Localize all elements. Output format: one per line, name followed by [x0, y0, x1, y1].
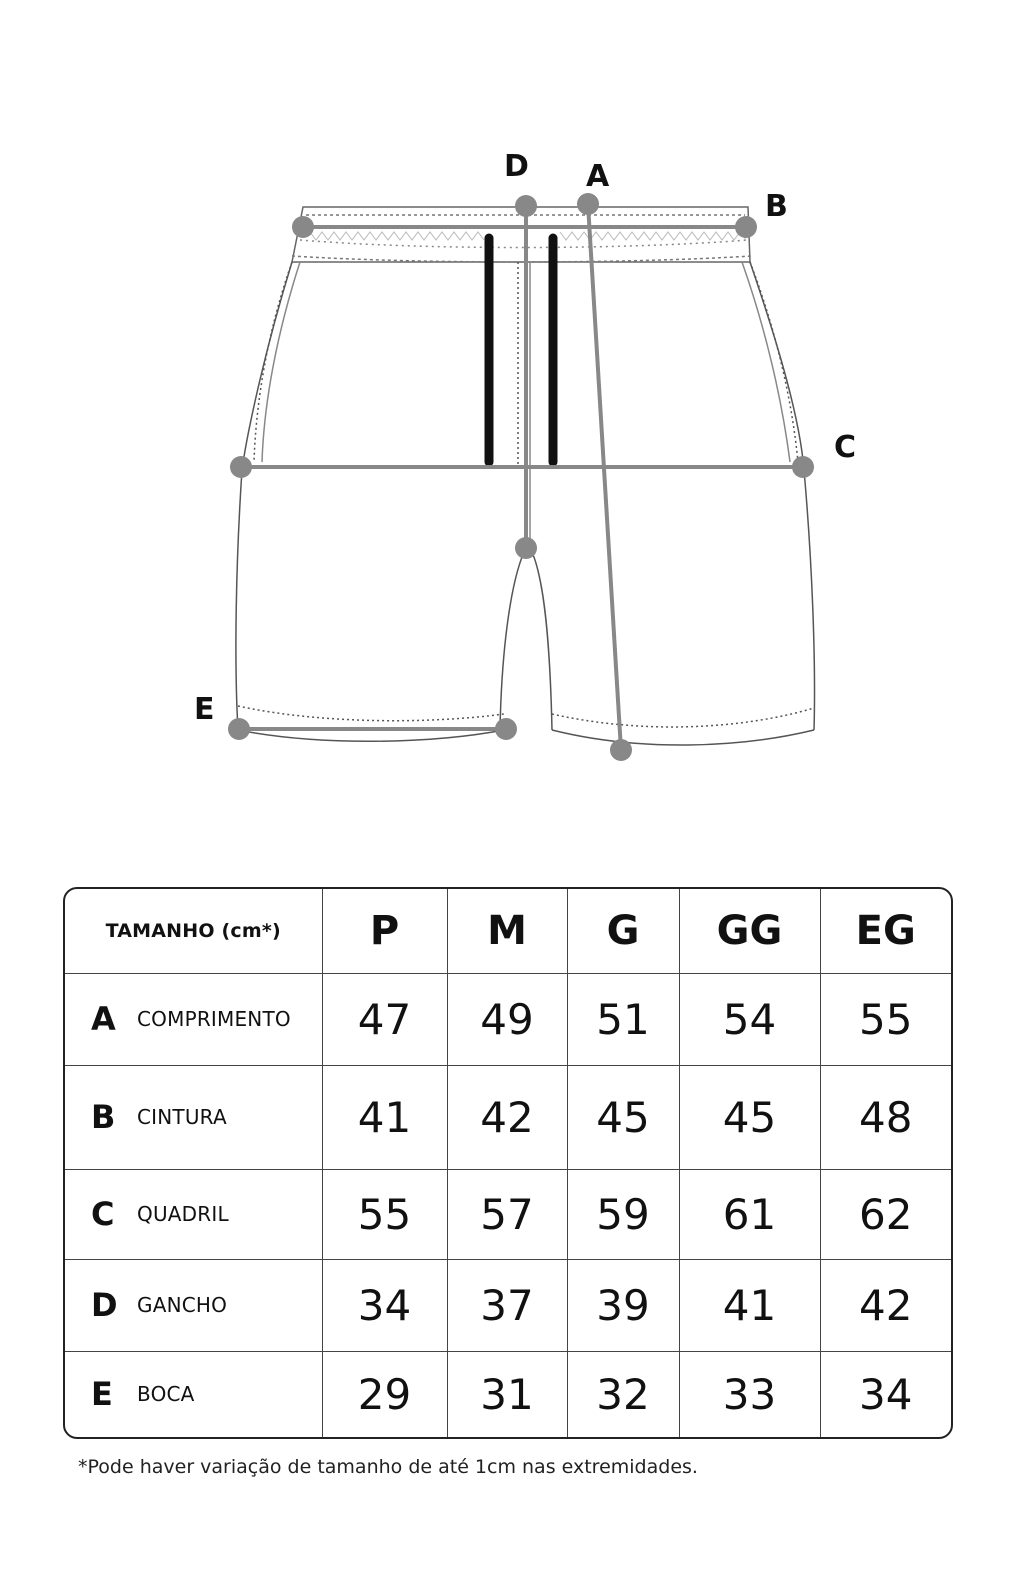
row-name: BOCA — [137, 1382, 195, 1407]
size-header-g: G — [567, 889, 679, 973]
value-cell: 34 — [322, 1259, 447, 1351]
label-a: A — [586, 159, 610, 194]
row-name: GANCHO — [137, 1293, 228, 1317]
value-cell: 59 — [567, 1169, 679, 1259]
size-header-p: P — [322, 889, 447, 973]
row-letter: A — [91, 1000, 116, 1038]
row-label — [65, 1351, 322, 1437]
value-cell: 33 — [679, 1351, 820, 1437]
value-cell: 45 — [679, 1065, 820, 1169]
row-letter: B — [91, 1098, 116, 1136]
table-header-row — [65, 889, 951, 973]
row-label — [65, 1065, 322, 1169]
label-d: D — [504, 149, 529, 184]
table-row — [65, 1259, 951, 1351]
value-cell: 55 — [322, 1169, 447, 1259]
row-name: COMPRIMENTO — [137, 1007, 291, 1031]
row-name: CINTURA — [137, 1105, 227, 1129]
row-letter: C — [91, 1195, 115, 1233]
value-cell: 32 — [567, 1351, 679, 1437]
value-cell: 37 — [447, 1259, 567, 1351]
size-table — [63, 887, 953, 1439]
value-cell: 39 — [567, 1259, 679, 1351]
label-c: C — [834, 430, 857, 465]
table-row — [65, 1351, 951, 1437]
value-cell: 47 — [322, 973, 447, 1065]
value-cell: 55 — [820, 973, 951, 1065]
value-cell: 45 — [567, 1065, 679, 1169]
measurement-points — [228, 193, 814, 761]
value-cell: 29 — [322, 1351, 447, 1437]
drawstrings — [489, 238, 553, 462]
size-header-eg: EG — [820, 889, 951, 973]
value-cell: 42 — [820, 1259, 951, 1351]
table-row — [65, 1169, 951, 1259]
row-letter: E — [91, 1375, 113, 1414]
table-row — [65, 1065, 951, 1169]
value-cell: 41 — [679, 1259, 820, 1351]
measure-line-a — [588, 204, 621, 750]
value-cell: 34 — [820, 1351, 951, 1437]
table-header-label: TAMANHO (cm*) — [65, 889, 322, 973]
table-row — [65, 973, 951, 1065]
size-header-gg: GG — [679, 889, 820, 973]
footnote: *Pode haver variação de tamanho de até 1cm nas extremidades. — [78, 1456, 698, 1478]
value-cell: 41 — [322, 1065, 447, 1169]
value-cell: 54 — [679, 973, 820, 1065]
value-cell: 57 — [447, 1169, 567, 1259]
value-cell: 42 — [447, 1065, 567, 1169]
value-cell: 51 — [567, 973, 679, 1065]
row-letter: D — [91, 1286, 118, 1324]
value-cell: 31 — [447, 1351, 567, 1437]
measurement-lines — [239, 204, 803, 750]
row-name: QUADRIL — [137, 1202, 229, 1226]
row-label — [65, 1169, 322, 1259]
value-cell: 61 — [679, 1169, 820, 1259]
value-cell: 62 — [820, 1169, 951, 1259]
label-b: B — [765, 189, 788, 224]
row-label — [65, 973, 322, 1065]
value-cell: 48 — [820, 1065, 951, 1169]
label-e: E — [194, 692, 215, 727]
row-label — [65, 1259, 322, 1351]
value-cell: 49 — [447, 973, 567, 1065]
size-header-m: M — [447, 889, 567, 973]
